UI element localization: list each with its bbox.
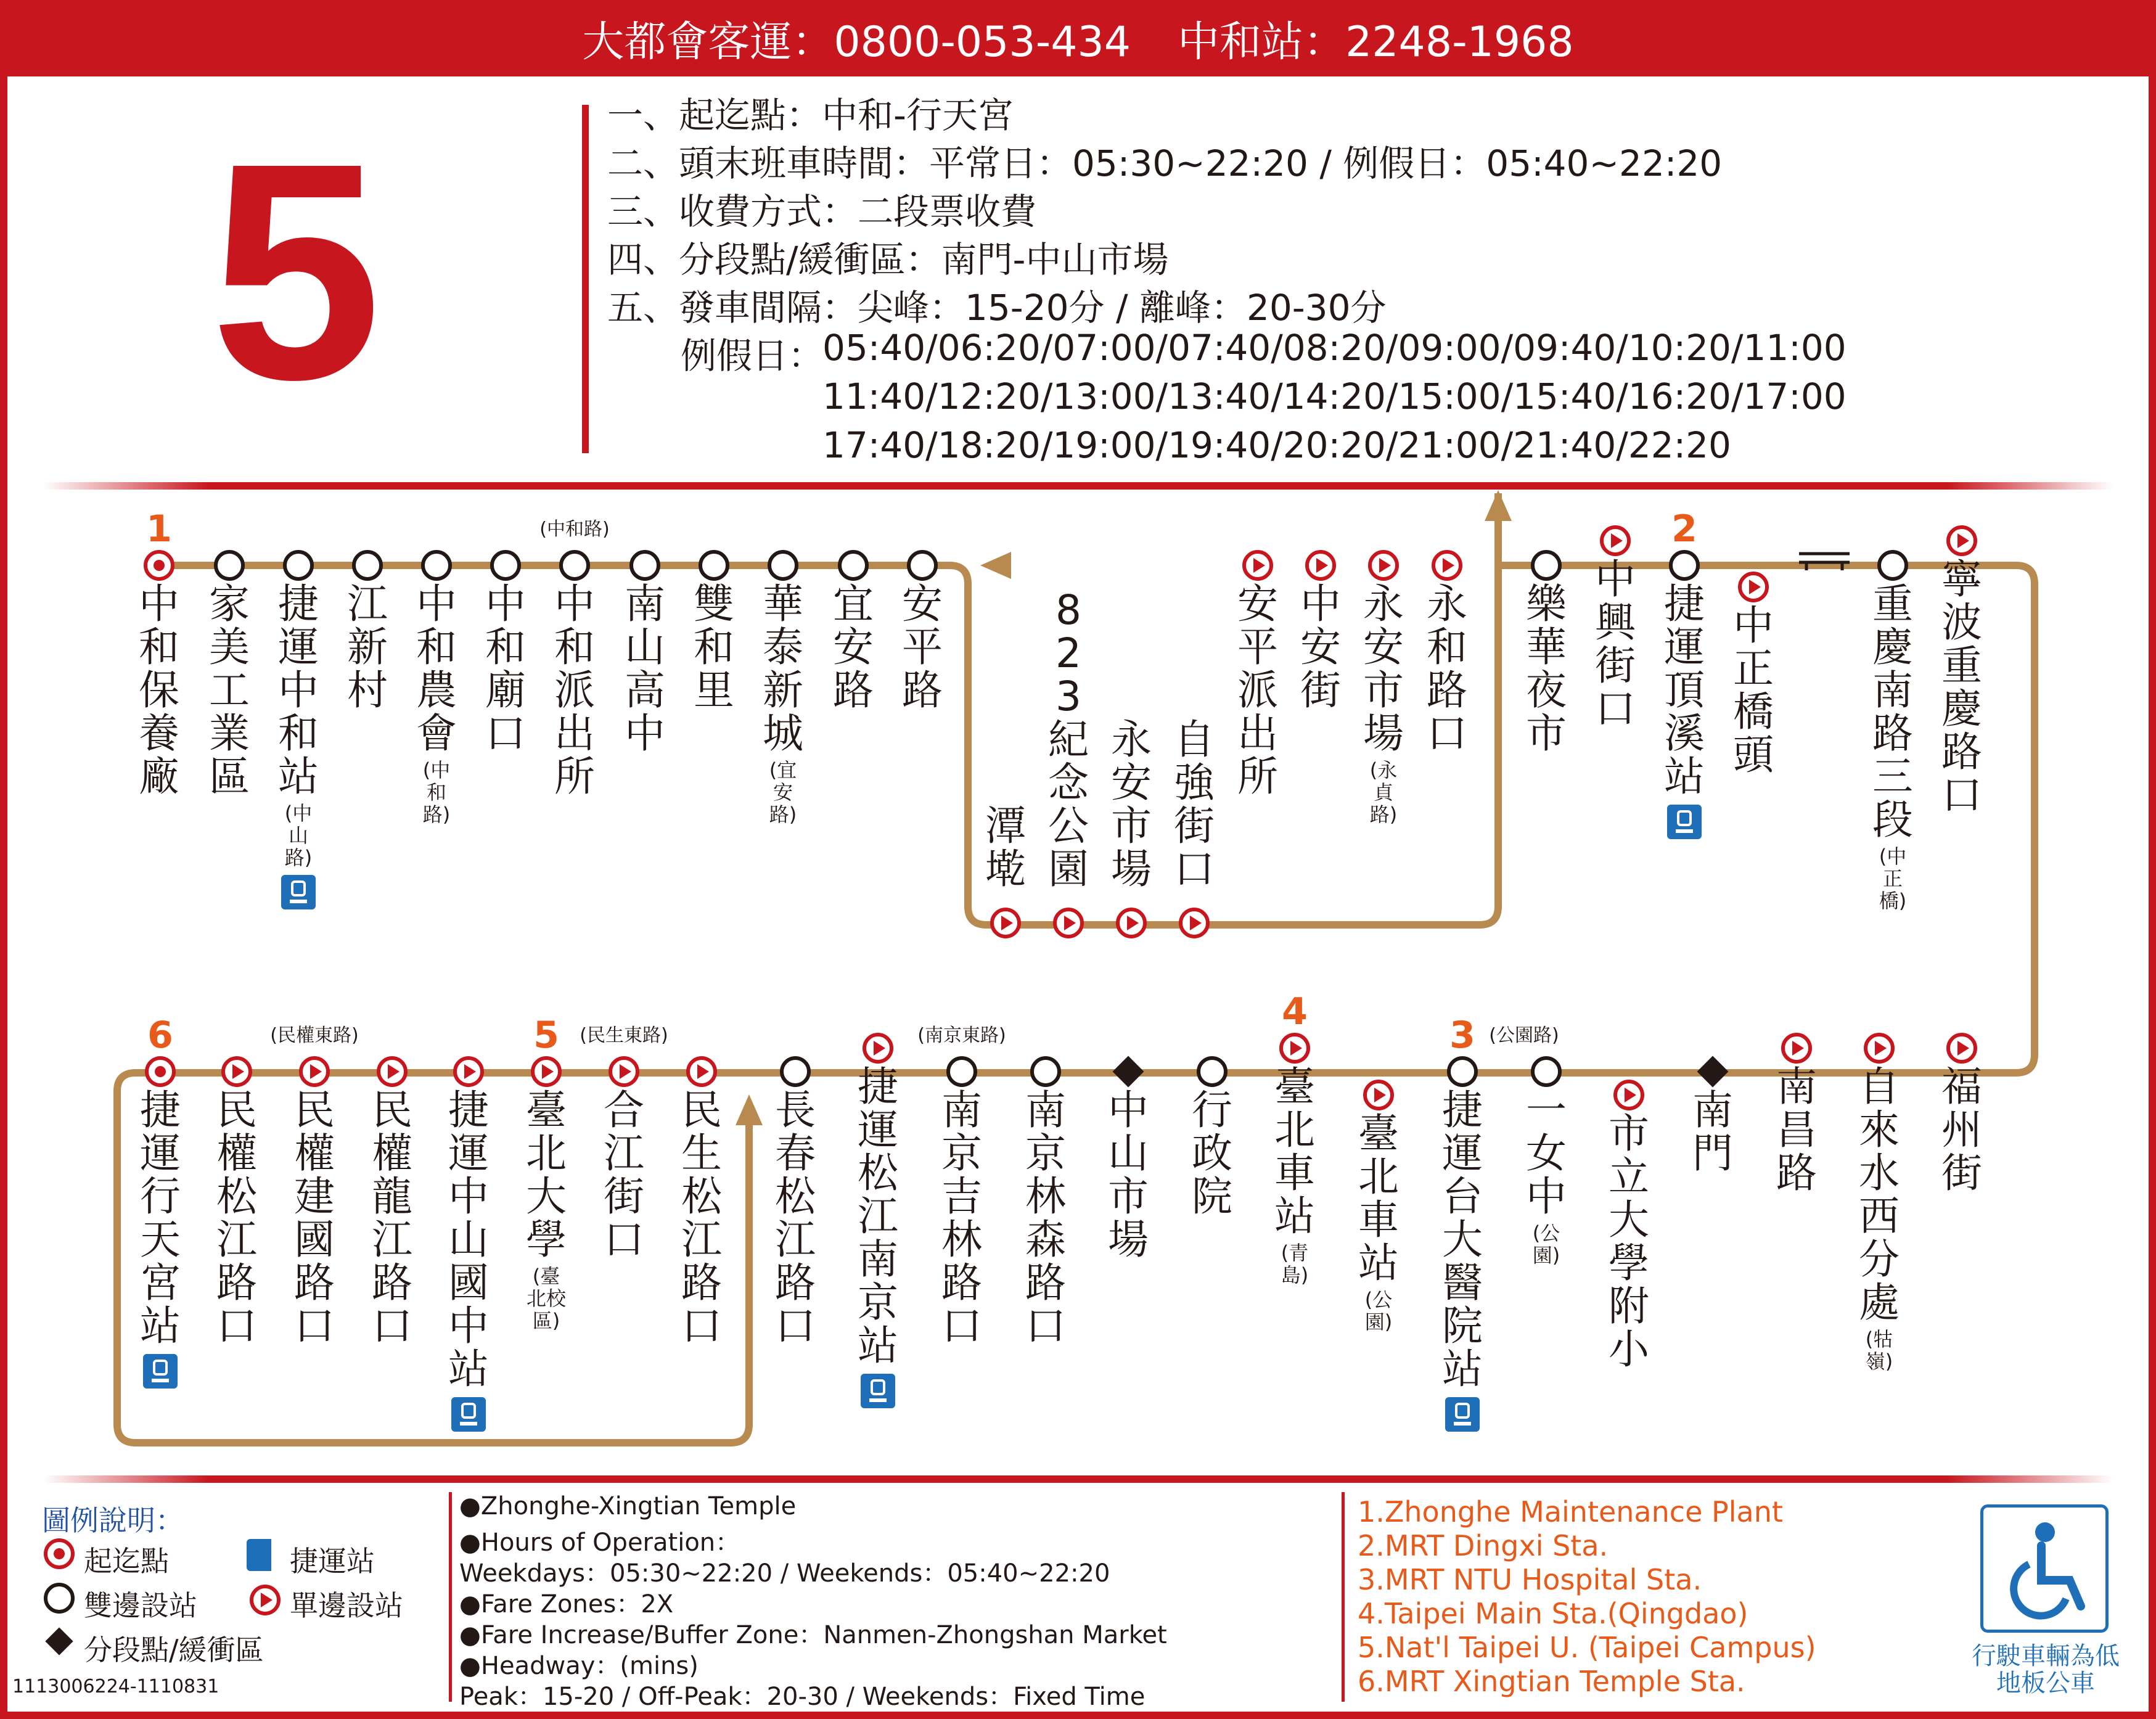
stop-name-text: 重慶南路三段 — [1872, 580, 1913, 843]
stop-name-text: 市立大學附小 — [1609, 1110, 1649, 1373]
stop-name-text: 民權龍江路口 — [372, 1086, 412, 1350]
stop-marker-both — [1671, 552, 1698, 579]
stop-marker-one — [1118, 909, 1145, 937]
stop-name-text: 臺北車站 — [1358, 1110, 1399, 1287]
key-stop: 3.MRT NTU Hospital Sta. — [1358, 1563, 1702, 1596]
stop-marker-both — [561, 552, 588, 579]
stop-marker-one — [688, 1058, 715, 1085]
stop-name-text: 中和派出所 — [554, 580, 595, 800]
stop-name — [899, 580, 946, 714]
holiday-times: 17:40/18:20/19:00/19:40/20:20/21:00/21:40/22:20 — [822, 424, 1731, 466]
stop-name-text: 臺北大學 — [526, 1086, 567, 1263]
stop-name — [206, 580, 253, 800]
legend-metro-icon — [247, 1539, 271, 1571]
stop-name-text: 寧波重慶路口 — [1941, 556, 1982, 819]
stop-marker-one — [455, 1058, 482, 1085]
stop-marker-one — [1866, 1035, 1893, 1062]
stop-number: 3 — [1449, 1014, 1475, 1057]
route-number: 5 — [210, 99, 382, 443]
metro-icon — [861, 1374, 895, 1408]
arrow-north — [1485, 490, 1512, 521]
stop-marker-both — [1533, 1058, 1560, 1085]
stop-marker-both — [840, 552, 867, 579]
english-info: ●Fare Zones：2X — [459, 1590, 674, 1618]
holiday-times: 11:40/12:20/13:00/13:40/14:20/15:00/15:40/16:20/17:00 — [822, 375, 1847, 417]
stop-marker-both — [769, 552, 797, 579]
stop-name — [1856, 1065, 1903, 1372]
stop-note: (青島) — [1281, 1241, 1309, 1287]
legend-divider: 分段點/緩衝區 — [84, 1633, 264, 1667]
stop-name-text: 捷運松江南京站 — [858, 1063, 898, 1369]
stop-name-text: 中正橋頭 — [1733, 602, 1774, 779]
legend-divider-icon — [45, 1627, 73, 1655]
stop-name — [621, 580, 668, 757]
legend-terminal: 起迄點 — [84, 1545, 169, 1578]
stop-name-text: 樂華夜市 — [1526, 580, 1567, 757]
stop-marker-both — [700, 552, 728, 579]
stop-name — [1297, 580, 1344, 714]
stop-name — [523, 1086, 570, 1332]
stop-name-text: 宜安路 — [833, 580, 874, 714]
stop-note: (宜安路) — [769, 758, 797, 826]
stop-name — [275, 580, 322, 909]
stop-marker-one — [301, 1058, 328, 1085]
stop-name — [291, 1086, 338, 1350]
stop-name — [551, 580, 598, 800]
stop-note: (牯嶺) — [1865, 1327, 1893, 1373]
stop-name — [136, 580, 182, 800]
stop-name-text: 一女中 — [1526, 1086, 1567, 1220]
stop-marker-one — [1783, 1035, 1810, 1062]
stop-number: 2 — [1671, 507, 1697, 551]
metro-icon — [1667, 805, 1702, 839]
arrow-west — [980, 552, 1011, 579]
stop-name-text: 雙和里 — [694, 580, 734, 714]
stop-marker-one — [610, 1058, 637, 1085]
stop-marker-one — [1433, 552, 1461, 579]
info-line: 三、收費方式：二段票收費 — [607, 191, 1037, 232]
stop-marker-both — [1533, 552, 1560, 579]
arrow-up — [736, 1094, 763, 1125]
english-info: ●Zhonghe-Xingtian Temple — [459, 1492, 797, 1520]
stop-marker-terminal — [147, 1058, 174, 1085]
stop-name — [344, 580, 391, 714]
stop-marker-div — [1697, 1056, 1729, 1088]
stop-name-text: 中和廟口 — [485, 580, 526, 757]
stop-marker-one — [533, 1058, 560, 1085]
stop-name — [1523, 1086, 1570, 1267]
stop-name — [213, 1086, 260, 1350]
legend-divider-line — [449, 1492, 452, 1702]
stop-marker-both — [423, 552, 450, 579]
stop-marker-both — [1449, 1058, 1476, 1085]
stop-name-text: 安平派出所 — [1237, 580, 1278, 800]
stop-name-text: 家美工業區 — [209, 580, 250, 800]
stop-marker-one — [1740, 573, 1767, 601]
stop-name-text: 南昌路 — [1776, 1063, 1817, 1197]
stop-name-text: 安平路 — [902, 580, 943, 714]
stop-name-text: 南京林森路口 — [1025, 1086, 1066, 1350]
stop-name-text: 中興街口 — [1595, 556, 1636, 732]
stop-name-text: 中山市場 — [1108, 1086, 1149, 1263]
stop-note: (永貞路) — [1369, 758, 1398, 826]
info-line: 一、起迄點：中和-行天宮 — [607, 94, 1014, 136]
stop-name-text: 永安市場 — [1363, 580, 1404, 757]
stop-name — [1045, 586, 1092, 893]
stop-marker-one — [1365, 1081, 1392, 1109]
stop-marker-one — [1948, 1035, 1975, 1062]
key-stop: 1.Zhonghe Maintenance Plant — [1358, 1495, 1783, 1528]
stop-marker-both — [909, 552, 936, 579]
stop-name — [1424, 580, 1470, 757]
stop-note: (中和路) — [422, 758, 451, 826]
stop-name-text: 合江街口 — [604, 1086, 644, 1263]
english-info: Peak：15-20 / Off-Peak：20-30 / Weekends：Fixed Time — [459, 1683, 1146, 1711]
stop-name — [413, 580, 460, 826]
stop-name — [1355, 1112, 1402, 1333]
stop-marker-one — [1948, 527, 1975, 554]
stop-marker-both — [1032, 1058, 1059, 1085]
stop-name — [982, 802, 1029, 893]
stop-name — [1022, 1086, 1069, 1350]
stop-name-text: 行政院 — [1192, 1086, 1232, 1220]
key-stop: 6.MRT Xingtian Temple Sta. — [1358, 1665, 1745, 1698]
road-label: (民權東路) — [270, 1025, 359, 1046]
stop-name-text: 永和路口 — [1427, 580, 1467, 757]
stop-name — [1360, 580, 1407, 826]
stop-marker-one — [1281, 1035, 1308, 1062]
stop-name — [830, 580, 877, 714]
stop-number: 1 — [146, 507, 172, 551]
stop-marker-both — [782, 1058, 809, 1085]
stop-name — [760, 580, 806, 826]
stop-name — [1439, 1086, 1486, 1432]
stop-name-text: 中安街 — [1300, 580, 1341, 714]
stop-name — [1592, 558, 1639, 731]
holiday-times: 05:40/06:20/07:00/07:40/08:20/09:00/09:40/10:20/11:00 — [822, 327, 1847, 369]
stop-name-text: 捷運行天宮站 — [140, 1086, 181, 1350]
stop-number: 5 — [533, 1014, 559, 1057]
road-label: (南京東路) — [917, 1025, 1006, 1046]
stop-name — [137, 1086, 184, 1389]
company-phone: 大都會客運：0800-053-434 — [582, 17, 1131, 67]
english-info: ●Fare Increase/Buffer Zone：Nanmen-Zhongshan Market — [459, 1621, 1167, 1649]
legend-title: 圖例說明： — [42, 1504, 184, 1537]
stop-marker-both — [1199, 1058, 1226, 1085]
legend-one: 單邊設站 — [290, 1589, 403, 1622]
stop-name-text: 南門 — [1692, 1086, 1733, 1177]
stop-name — [1108, 718, 1155, 891]
metro-icon — [1445, 1397, 1480, 1432]
stop-name — [1661, 580, 1708, 839]
stop-name — [369, 1086, 416, 1350]
stop-name-text: 捷運中山國中站 — [448, 1086, 489, 1393]
stop-name-text: 自來水西分處 — [1859, 1063, 1900, 1326]
wheelchair-icon — [1980, 1504, 2109, 1633]
stop-marker-one — [992, 909, 1019, 937]
stop-name — [445, 1086, 492, 1432]
stop-name-text: 江新村 — [347, 580, 388, 714]
stop-name — [1234, 580, 1281, 800]
doc-code: 1113006224-1110831 — [12, 1676, 219, 1697]
stop-name — [1730, 604, 1777, 777]
road-label: (中和路) — [539, 519, 610, 540]
stop-name-text: 823紀念公園 — [1048, 586, 1089, 893]
key-stop: 5.Nat'l Taipei U. (Taipei Campus) — [1358, 1631, 1816, 1664]
stop-name — [855, 1065, 901, 1408]
stop-note: (臺北校區) — [526, 1265, 566, 1332]
stop-marker-both — [216, 552, 243, 579]
stop-note: (公園) — [1364, 1288, 1393, 1334]
stop-name-text: 臺北車站 — [1274, 1063, 1315, 1240]
stop-note: (公園) — [1532, 1221, 1560, 1267]
stop-name-text: 民權松江路口 — [216, 1086, 257, 1350]
stop-name-text: 中和保養廠 — [139, 580, 179, 800]
stop-name-text: 華泰新城 — [763, 580, 803, 757]
stop-note: (中山路) — [284, 802, 313, 869]
stop-marker-one — [223, 1058, 250, 1085]
stop-name — [1773, 1065, 1820, 1195]
info-line: 五、發車間隔：尖峰：15-20分 / 離峰：20-30分 — [607, 287, 1387, 329]
stop-marker-both — [948, 1058, 975, 1085]
stop-name-text: 南京吉林路口 — [941, 1086, 982, 1350]
english-info: ●Hours of Operation： — [459, 1528, 740, 1557]
stop-marker-one — [1307, 552, 1334, 579]
stop-name-text: 捷運中和站 — [278, 580, 319, 800]
stop-marker-one — [379, 1058, 406, 1085]
stop-name-text: 福州街 — [1941, 1063, 1982, 1197]
stop-name — [482, 580, 529, 757]
stop-name-text: 捷運台大醫院站 — [1442, 1086, 1483, 1393]
stop-name — [1689, 1086, 1736, 1177]
stop-marker-one — [1244, 552, 1271, 579]
legend-metro: 捷運站 — [290, 1545, 375, 1578]
stop-name-text: 民生松江路口 — [681, 1086, 722, 1350]
key-divider-line — [1342, 1492, 1345, 1702]
stop-name — [1938, 1065, 1985, 1195]
stop-note: (中正橋) — [1879, 845, 1907, 913]
stop-name — [1271, 1065, 1318, 1286]
station-phone: 中和站：2248-1968 — [1178, 17, 1574, 67]
stop-marker-both — [354, 552, 381, 579]
info-line: 四、分段點/緩衝區：南門-中山市場 — [607, 239, 1169, 281]
english-info: ●Headway：(mins) — [459, 1652, 699, 1680]
stop-marker-one — [1055, 909, 1082, 937]
legend-both-icon — [46, 1585, 73, 1612]
stop-marker-both — [492, 552, 519, 579]
stop-marker-both — [285, 552, 312, 579]
stop-name-text: 長春松江路口 — [775, 1086, 816, 1350]
legend-terminal-icon — [46, 1540, 73, 1567]
legend-one-icon — [247, 1582, 284, 1618]
stop-name-text: 捷運頂溪站 — [1664, 580, 1705, 800]
stop-marker-one — [1181, 909, 1208, 937]
key-stop: 2.MRT Dingxi Sta. — [1358, 1529, 1609, 1562]
stop-name-text: 中和農會 — [416, 580, 457, 757]
stop-name — [1189, 1086, 1236, 1220]
stop-marker-one — [1615, 1081, 1642, 1109]
stop-name — [772, 1086, 819, 1350]
stop-name — [1105, 1086, 1152, 1263]
stop-name — [1605, 1112, 1652, 1371]
key-stop: 4.Taipei Main Sta.(Qingdao) — [1358, 1597, 1748, 1630]
stop-name — [938, 1086, 985, 1350]
stop-name — [678, 1086, 725, 1350]
stop-name — [1171, 718, 1218, 891]
holiday-label: 例假日： — [681, 335, 824, 377]
stop-marker-one — [1370, 552, 1397, 579]
metro-icon — [451, 1397, 486, 1432]
stop-marker-one — [1602, 527, 1629, 554]
accessibility-note: 行駛車輛為低地板公車 — [1972, 1642, 2120, 1697]
stop-name-text: 潭墘 — [985, 802, 1026, 893]
stop-name — [600, 1086, 647, 1263]
stop-name — [691, 580, 737, 714]
metro-icon — [281, 875, 316, 909]
stop-marker-both — [1879, 552, 1906, 579]
stop-name — [1869, 580, 1916, 913]
metro-icon — [143, 1354, 178, 1389]
road-label: (民生東路) — [580, 1025, 668, 1046]
english-info: Weekdays：05:30~22:20 / Weekends：05:40~22:20 — [459, 1559, 1110, 1588]
stop-number: 6 — [147, 1014, 173, 1057]
road-label: (公園路) — [1489, 1025, 1559, 1046]
stop-marker-div — [1113, 1056, 1144, 1088]
stop-marker-both — [631, 552, 658, 579]
stop-name-text: 永安市場 — [1111, 716, 1152, 893]
stop-marker-terminal — [146, 552, 173, 579]
legend-both: 雙邊設站 — [84, 1589, 197, 1622]
stop-name-text: 民權建國路口 — [294, 1086, 335, 1350]
stop-name-text: 自強街口 — [1174, 716, 1215, 893]
stop-name — [1523, 580, 1570, 757]
stop-name — [1938, 558, 1985, 817]
info-line: 二、頭末班車時間：平常日：05:30~22:20 / 例假日：05:40~22:20 — [607, 142, 1723, 184]
stop-name-text: 南山高中 — [625, 580, 665, 757]
stop-number: 4 — [1282, 990, 1308, 1033]
